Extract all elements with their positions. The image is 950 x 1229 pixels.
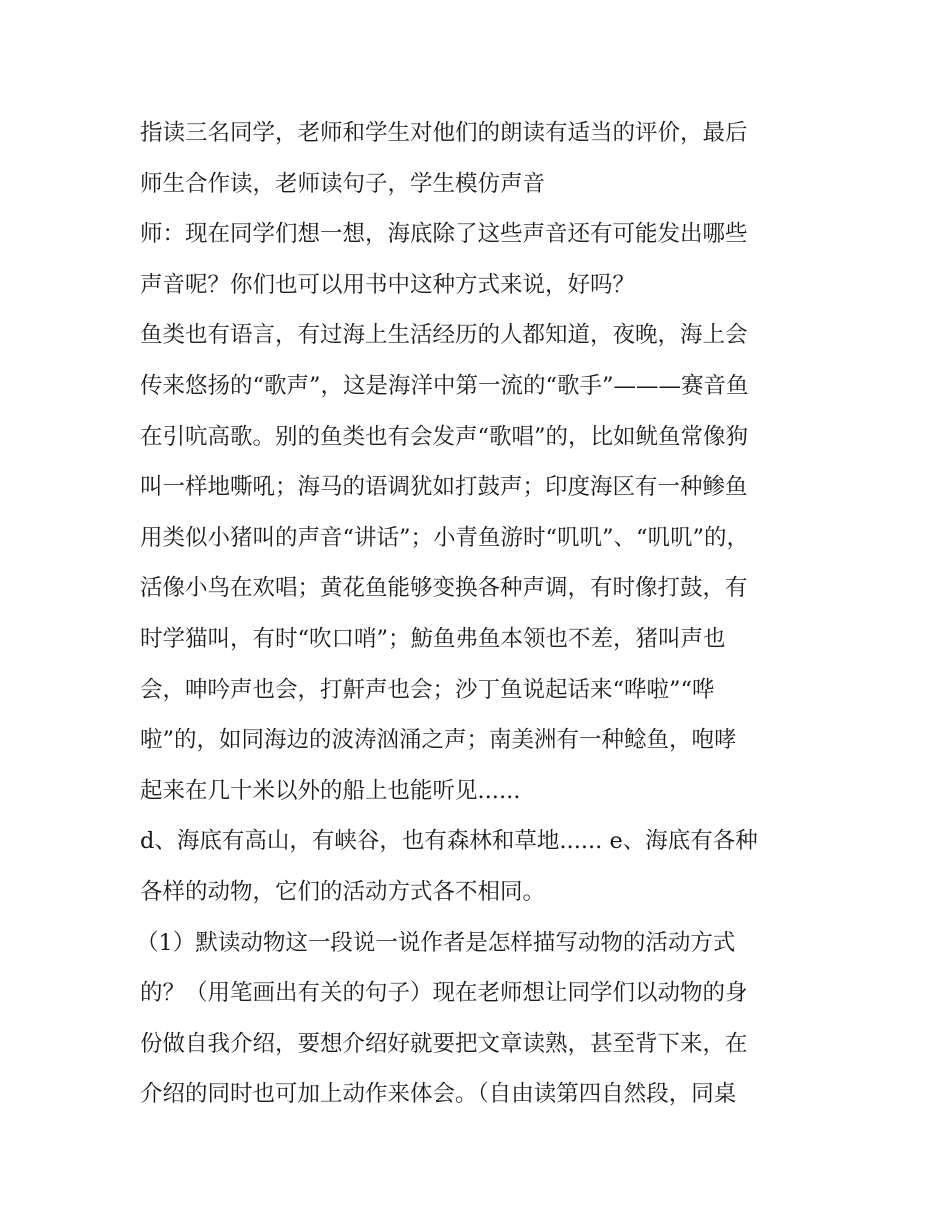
text-line: 份做自我介绍，要想介绍好就要把文章读熟，甚至背下来，在 (140, 1030, 748, 1057)
text-line: 传来悠扬的“歌声”，这是海洋中第一流的“歌手”———赛音鱼 (140, 372, 749, 399)
text-line: 叫一样地嘶吼；海马的语调犹如打鼓声；印度海区有一种鲹鱼 (140, 474, 748, 501)
text-line: 会，呻吟声也会，打鼾声也会；沙丁鱼说起话来“哗啦”“哗 (140, 676, 715, 703)
text-line: 介绍的同时也可加上动作来体会。（自由读第四自然段，同桌 (140, 1081, 737, 1108)
text-line: 的？（用笔画出有关的句子）现在老师想让同学们以动物的身 (140, 980, 748, 1007)
text-line: d、海底有高山，有峡谷，也有森林和草地...... e、海底有各种 (140, 828, 758, 855)
text-line: （1）默读动物这一段说一说作者是怎样描写动物的活动方式 (136, 929, 736, 956)
text-line: 用类似小猪叫的声音“讲话”；小青鱼游时“叽叽”、“叽叽”的， (140, 524, 750, 551)
text-line: 师生合作读，老师读句子，学生模仿声音 (140, 170, 546, 197)
text-line: 鱼类也有语言，有过海上生活经历的人都知道，夜晚，海上会 (140, 322, 748, 349)
text-line: 声音呢？你们也可以用书中这种方式来说，好吗？ (140, 271, 636, 298)
text-line: 时学猫叫，有时“吹口哨”；魴鱼弗鱼本领也不差，猪叫声也 (140, 625, 726, 652)
text-line: 活像小鸟在欢唱；黄花鱼能够变换各种声调，有时像打鼓，有 (140, 575, 748, 602)
text-line: 师：现在同学们想一想，海底除了这些声音还有可能发出哪些 (140, 221, 748, 248)
text-line: 指读三名同学，老师和学生对他们的朗读有适当的评价，最后 (140, 120, 748, 146)
text-line: 起来在几十米以外的船上也能听见...... (140, 777, 521, 804)
text-line: 啦”的，如同海边的波涛汹涌之声；南美洲有一种鲶鱼，咆哮 (140, 727, 737, 754)
text-line: 在引吭高歌。别的鱼类也有会发声“歌唱”的，比如鱿鱼常像狗 (140, 423, 749, 450)
text-line: 各样的动物，它们的活动方式各不相同。 (140, 878, 546, 905)
body-text (136, 108, 820, 1120)
